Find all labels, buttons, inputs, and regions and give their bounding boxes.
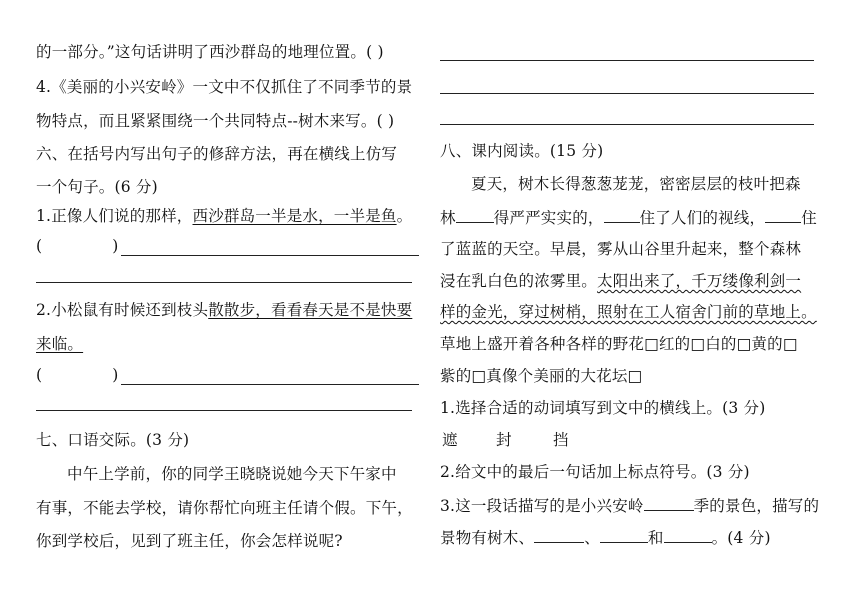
question-text: 3.这一段话描写的是小兴安岭	[440, 497, 644, 515]
rhetoric-answer-line-1[interactable]	[121, 239, 420, 256]
verb-choice: 封	[496, 431, 512, 449]
season-blank[interactable]	[644, 494, 694, 511]
passage-wavy-text: 样的金光，穿过树梢，照射在工人宿舍门前的草地上。	[440, 303, 817, 321]
rhetoric-answer-line-2[interactable]	[121, 368, 420, 385]
scenery-blank-1[interactable]	[534, 526, 584, 543]
question-4-line-2: 物特点，而且紧紧围绕一个共同特点--树木来写。( )	[36, 112, 395, 130]
sentence-2-prefix: 2.小松鼠有时候还到枝头	[36, 301, 209, 319]
sentence-2-line-1	[36, 300, 412, 320]
answer-row-1[interactable]	[36, 236, 419, 256]
question-4-line-1: 4.《美丽的小兴安岭》一文中不仅抓住了不同季节的景	[36, 78, 413, 96]
scenery-blank-3[interactable]	[664, 526, 712, 543]
paren-open: (	[36, 237, 43, 255]
verb-choice: 遮	[442, 431, 458, 449]
section-6-heading-line-1: 六、在括号内写出句子的修辞方法，再在横线上仿写	[36, 145, 398, 163]
answer-row-2[interactable]	[36, 365, 419, 385]
section-7-line-1: 中午上学前，你的同学王晓晓说她今天下午家中	[67, 465, 397, 483]
passage-text: 浸在乳白色的浓雾里。	[440, 272, 598, 290]
verb-blank-2[interactable]	[604, 206, 640, 223]
passage-line-4	[440, 271, 801, 291]
sentence-2-underlined-2: 来临。	[36, 335, 84, 353]
passage-line-1: 夏天，树木长得葱葱茏茏，密密层层的枝叶把森	[471, 175, 801, 193]
paren-open: (	[36, 366, 43, 384]
passage-line-6: 草地上盛开着各种各样的野花□红的□白的□黄的□	[440, 335, 798, 353]
verb-choice: 挡	[553, 431, 569, 449]
sentence-1-underlined: 西沙群岛一半是水，一半是鱼	[192, 207, 397, 225]
imitation-answer-line-1[interactable]	[36, 282, 412, 283]
passage-text: 林	[440, 209, 456, 227]
section-7-line-3: 你到学校后，见到了班主任，你会怎样说呢?	[36, 532, 343, 550]
question-text: 和	[647, 529, 664, 547]
paren-close: )	[112, 366, 119, 384]
sentence-2-line-2	[36, 334, 83, 354]
section-7-heading: 七、口语交际。(3 分)	[36, 431, 190, 449]
scenery-blank-2[interactable]	[600, 526, 648, 543]
answer-line-top-3[interactable]	[440, 124, 814, 125]
sentence-1	[36, 206, 412, 226]
verb-blank-1[interactable]	[456, 206, 494, 223]
question-text: 、	[584, 529, 600, 547]
section-6-heading-line-2: 一个句子。(6 分)	[36, 178, 158, 196]
passage-wavy-text: 太阳出来了，千万缕像利剑一	[597, 272, 802, 290]
answer-line-top-1[interactable]	[440, 60, 814, 61]
paren-close: )	[112, 237, 119, 255]
passage-line-7: 紫的□真像个美丽的大花坛□	[440, 367, 643, 385]
reading-question-2: 2.给文中的最后一句话加上标点符号。(3 分)	[440, 463, 750, 481]
sentence-1-suffix: 。	[396, 207, 413, 225]
question-text: 景物有树木、	[440, 529, 535, 547]
passage-line-5	[440, 302, 817, 322]
verb-blank-3[interactable]	[765, 206, 801, 223]
reading-question-1: 1.选择合适的动词填写到文中的横线上。(3 分)	[440, 399, 766, 417]
imitation-answer-line-2[interactable]	[36, 410, 412, 411]
reading-question-3-line-2	[440, 526, 771, 548]
section-7-line-2: 有事，不能去学校，请你帮忙向班主任请个假。下午，	[36, 499, 413, 517]
reading-question-3-line-1	[440, 494, 819, 516]
question-3-continuation: 的一部分。”这句话讲明了西沙群岛的地理位置。( )	[36, 43, 384, 61]
question-text: 季的景色，描写的	[693, 497, 820, 515]
section-8-heading: 八、课内阅读。(15 分)	[440, 142, 604, 160]
sentence-2-underlined-1: 散散步，看看春天是不是快要	[208, 301, 413, 319]
sentence-1-prefix: 1.正像人们说的那样，	[36, 207, 193, 225]
passage-text: 住	[801, 209, 817, 227]
passage-line-2	[440, 206, 817, 228]
answer-line-top-2[interactable]	[440, 93, 814, 94]
passage-line-3: 了蓝蓝的天空。早晨，雾从山谷里升起来，整个森林	[440, 240, 802, 258]
passage-text: 得严严实实的，	[493, 209, 604, 227]
question-text: 。(4 分)	[711, 529, 771, 547]
passage-text: 住了人们的视线，	[639, 209, 766, 227]
